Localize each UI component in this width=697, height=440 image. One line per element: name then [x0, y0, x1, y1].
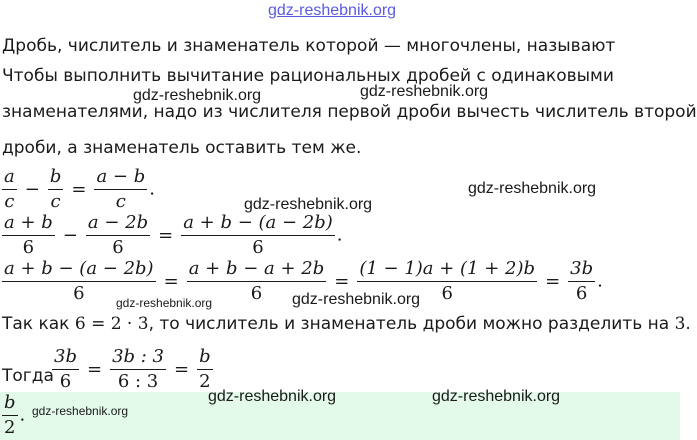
- then-word: Тогда: [2, 366, 54, 386]
- fraction: $\frac{a - b}{c}$: [96, 166, 146, 212]
- watermark: gdz-reshebnik.org: [360, 83, 489, 100]
- watermark: gdz-reshebnik.org: [116, 296, 213, 310]
- fraction: $\frac{a}{c}$: [4, 166, 15, 212]
- fraction: $\frac{3b : 3}{6 : 3}$: [112, 346, 165, 392]
- formula-4: $\frac{3b}{6}$ = $\frac{3b : 3}{6 : 3}$ = $\frac{b}{2}$: [54, 346, 211, 392]
- fraction: $\frac{a - 2b}{6}$: [87, 212, 149, 258]
- watermark: gdz-reshebnik.org: [133, 87, 262, 104]
- text-line-2: Чтобы выполнить вычитание рациональных дробей с одинаковыми: [2, 66, 614, 86]
- formula-1: $\frac{a}{c}$ − $\frac{b}{c}$ = $\frac{a - b}{c}$ .: [4, 166, 155, 212]
- watermark: gdz-reshebnik.org: [468, 180, 597, 197]
- fraction: $\frac{3b}{6}$: [54, 346, 77, 392]
- fraction: $\frac{b}{2}$: [199, 346, 211, 392]
- text-line-5: Так как 6 = 2 · 3, то числитель и знаменатель дроби можно разделить на 3.: [2, 314, 691, 334]
- formula-5: $\frac{b}{2}$ .: [4, 392, 26, 438]
- text-line-1: Дробь, числитель и знаменатель которой — многочлены, называют: [2, 36, 616, 56]
- fraction: $\frac{3b}{6}$: [570, 258, 594, 304]
- fraction: $\frac{b}{2}$: [4, 392, 16, 438]
- fraction: $\frac{b}{c}$: [49, 166, 62, 212]
- fraction: $\frac{a + b - a + 2b}{6}$: [188, 258, 325, 304]
- watermark-top-link[interactable]: gdz-reshebnik.org: [268, 2, 397, 19]
- watermark: gdz-reshebnik.org: [244, 196, 373, 213]
- fraction: $\frac{(1 - 1)a + (1 + 2)b}{6}$: [359, 258, 536, 304]
- text-line-3: знаменателями, надо из числителя первой дроби вычесть числитель второй: [2, 102, 697, 122]
- watermark: gdz-reshebnik.org: [208, 388, 337, 405]
- formula-2: $\frac{a + b}{6}$ − $\frac{a - 2b}{6}$ = $\frac{a + b - (a - 2b)}{6}$ .: [4, 212, 343, 258]
- watermark: gdz-reshebnik.org: [432, 388, 561, 405]
- fraction: $\frac{a + b}{6}$: [4, 212, 53, 258]
- text-line-4: дроби, а знаменатель оставить тем же.: [2, 138, 362, 158]
- formula-3: $\frac{a + b - (a - 2b)}{6}$ = $\frac{a + b - a + 2b}{6}$ = $\frac{(1 - 1)a + (1 + 2)b}{6}$ = $\frac{3b}{6}$ .: [4, 258, 603, 304]
- fraction: $\frac{a + b - (a - 2b)}{6}$: [4, 258, 154, 304]
- watermark: gdz-reshebnik.org: [32, 404, 129, 418]
- watermark: gdz-reshebnik.org: [292, 291, 421, 308]
- fraction: $\frac{a + b - (a - 2b)}{6}$: [183, 212, 333, 258]
